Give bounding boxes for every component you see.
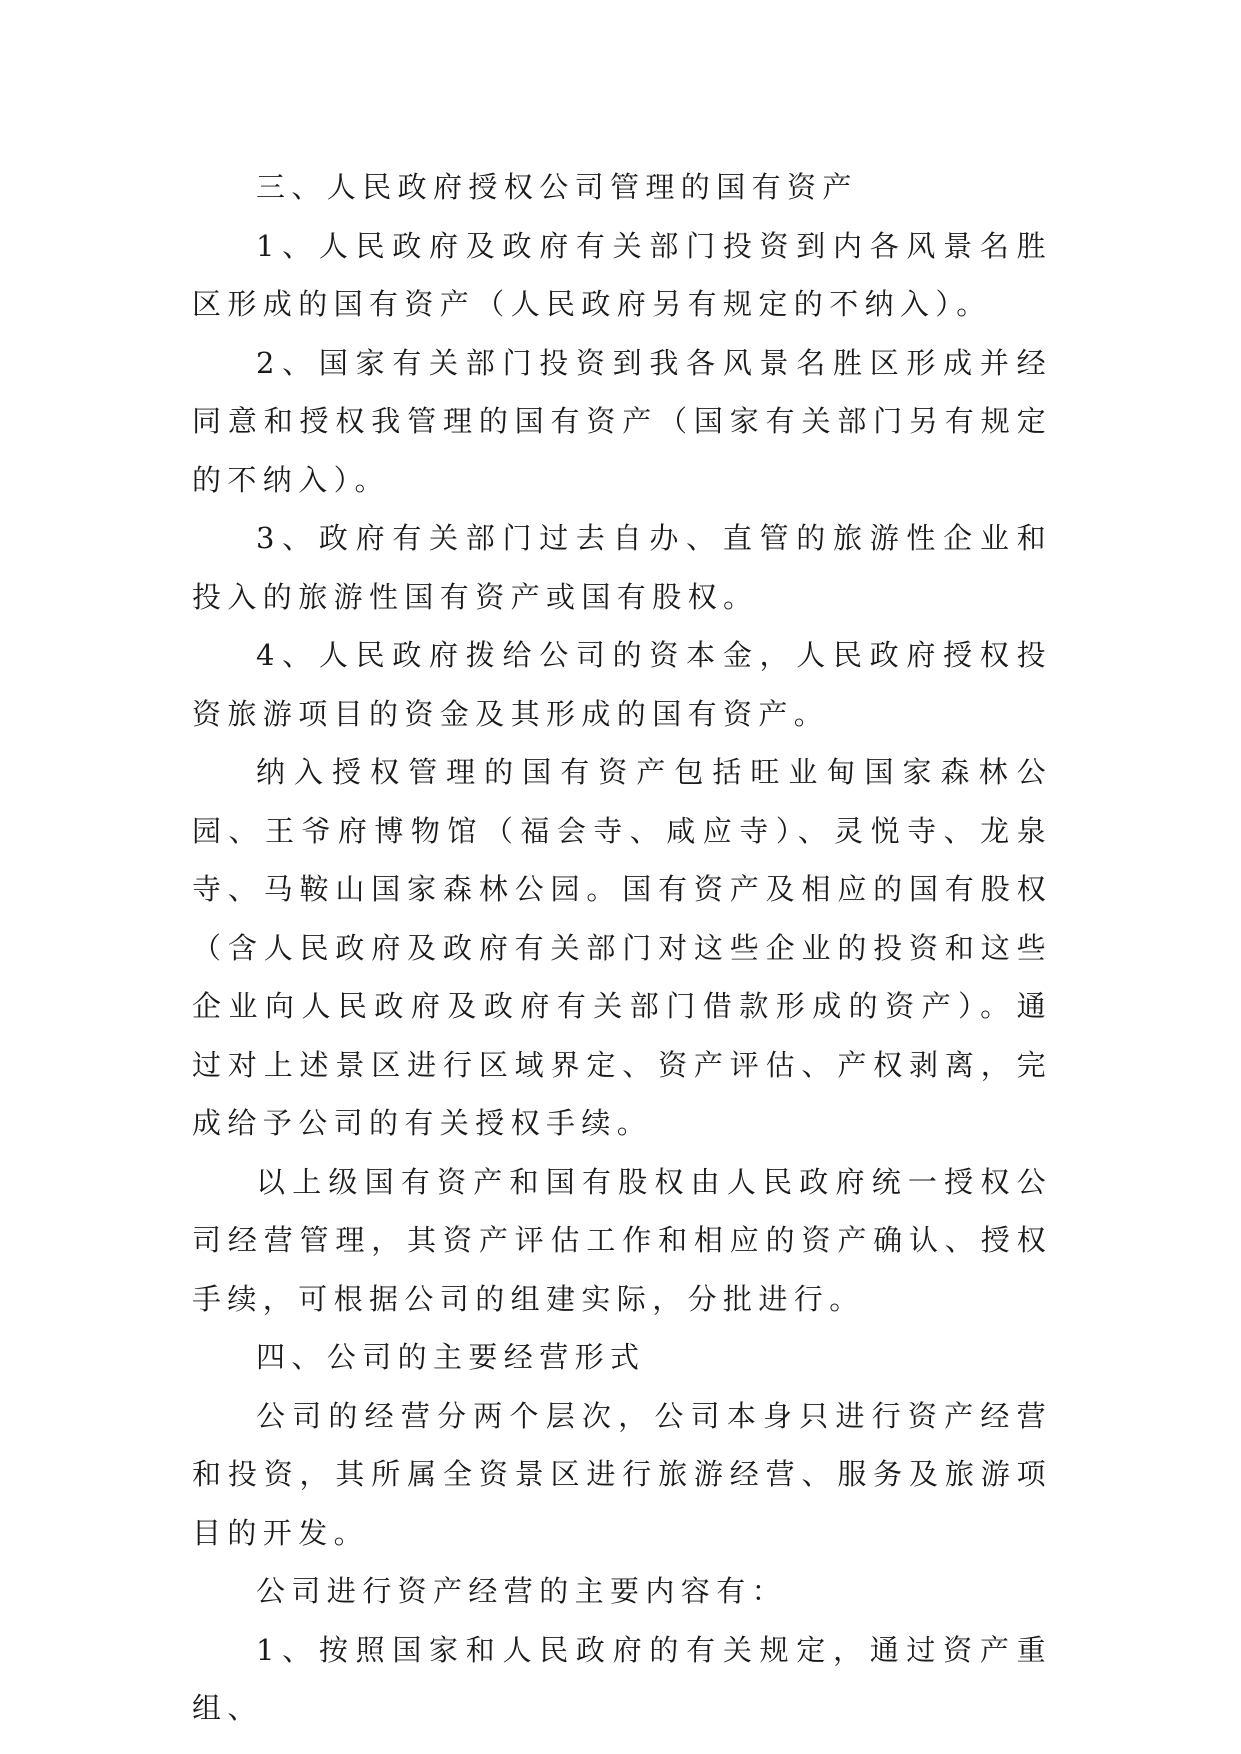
paragraph-item-4: 4、人民政府拨给公司的资本金，人民政府授权投资旅游项目的资金及其形成的国有资产。 [192, 638, 1052, 731]
paragraph-authorization: 以上级国有资产和国有股权由人民政府统一授权公司经营管理，其资产评估工作和相应的资产确认、授权手续，可根据公司的组建实际，分批进行。 [192, 1164, 1052, 1316]
paragraph-item-1: 1、人民政府及政府有关部门投资到内各风景名胜区形成的国有资产（人民政府另有规定的不纳入）。 [192, 228, 1052, 321]
paragraph-operation-levels: 公司的经营分两个层次，公司本身只进行资产经营和投资，其所属全资景区进行旅游经营、服务及旅游项目的开发。 [192, 1398, 1052, 1550]
paragraph-scope: 纳入授权管理的国有资产包括旺业甸国家森林公园、王爷府博物馆（福会寺、咸应寺）、灵悦寺、龙泉寺、马鞍山国家森林公园。国有资产及相应的国有股权（含人民政府及政府有关部门对这些企业的投资和这些企业向人民政府及政府有关部门借款形成的资产）。通过对上述景区进行区域界定、资产评估、产权剥离，完成给予公司的有关授权手续。 [192, 755, 1052, 1140]
section-heading-3: 三、人民政府授权公司管理的国有资产 [256, 170, 858, 204]
paragraph-content-intro: 公司进行资产经营的主要内容有： [256, 1574, 788, 1608]
paragraph-content-item-1: 1、按照国家和人民政府的有关规定，通过资产重组、 [192, 1632, 1052, 1725]
paragraph-item-3: 3、政府有关部门过去自办、直管的旅游性企业和投入的旅游性国有资产或国有股权。 [192, 521, 1052, 614]
document-body [192, 158, 1052, 1738]
section-heading-4: 四、公司的主要经营形式 [256, 1340, 646, 1374]
paragraph-item-2: 2、国家有关部门投资到我各风景名胜区形成并经同意和授权我管理的国有资产（国家有关部门另有规定的不纳入）。 [192, 345, 1052, 497]
